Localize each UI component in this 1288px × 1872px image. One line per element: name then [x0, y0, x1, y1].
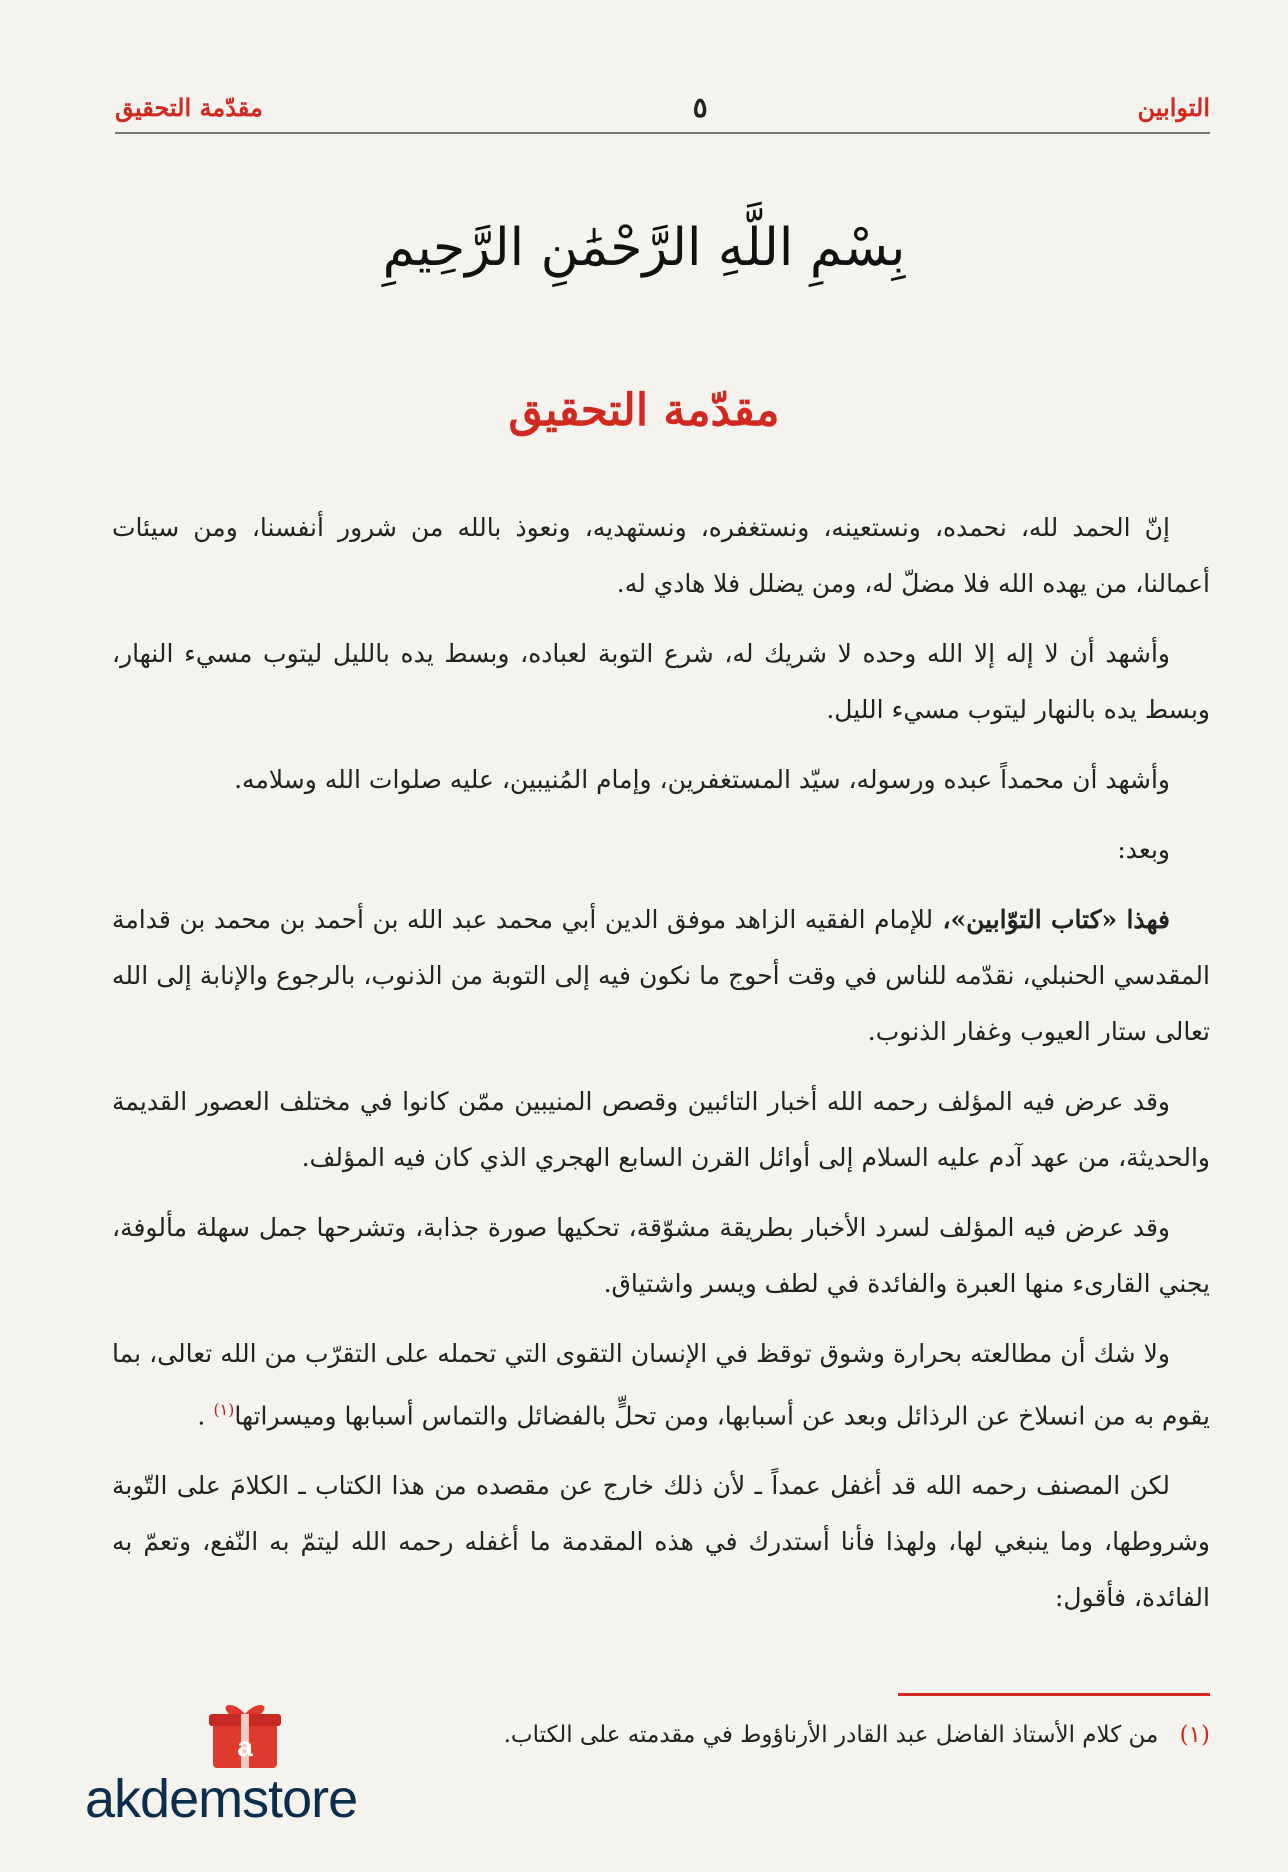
paragraph-8: ولا شك أن مطالعته بحرارة وشوق توقظ في الإنسان التقوى التي تحمله على التقرّب من الله تعالى، بما يقوم به من انسلاخ عن الرذائل وبعد عن أسبابها، ومن تحلٍّ بالفضائل والتماس أسبابها وميسراتها$^{(١)}$ . — [112, 1339, 1210, 1431]
page-title: مقدّمة التحقيق — [508, 385, 780, 436]
store-watermark — [85, 1700, 405, 1830]
footnote-number: (١) — [1179, 1722, 1210, 1748]
svg-text:a: a — [237, 1731, 253, 1762]
paragraph-6: وقد عرض فيه المؤلف رحمه الله أخبار التائبين وقصص المنيبين ممّن كانوا في مختلف العصور القديمة والحديثة، من عهد آدم عليه السلام إلى أوائل القرن السابع الهجري الذي كان فيه المؤلف. — [112, 1087, 1210, 1172]
paragraph-1: إنّ الحمد لله، نحمده، ونستعينه، ونستغفره، ونستهديه، ونعوذ بالله من شرور أنفسنا، ومن سيئات أعمالنا، من يهده الله فلا مضلّ له، ومن يضلل فلا هادي له. — [112, 513, 1210, 598]
body-text — [112, 500, 1210, 1640]
paragraph-5 — [112, 892, 1210, 1060]
paragraph-5-text: للإمام الفقيه الزاهد موفق الدين أبي محمد عبد الله بن أحمد بن محمد بن قدامة المقدسي الحنبلي، نقدّمه للناس في وقت أحوج ما نكون فيه إلى التوبة من الذنوب، بالرجوع والإنابة إلى الله تعالى ستار العيوب وغفار الذنوب. — [112, 905, 1210, 1046]
paragraph-8-text: ولا شك أن مطالعته بحرارة وشوق توقظ في الإنسان التقوى التي تحمله على التقرّب من الله تعالى، بما يقوم به من انسلاخ عن الرذائل وبعد عن أسبابها، ومن تحلٍّ بالفضائل والتماس أسبابها وميسراتها — [112, 1339, 1210, 1431]
page-number: ٥ — [692, 90, 708, 124]
footnote — [410, 1715, 1210, 1755]
paragraph-7: وقد عرض فيه المؤلف لسرد الأخبار بطريقة مشوّقة، تحكيها صورة جذابة، وتشرحها جمل سهلة مألوفة، يجني القارىء منها العبرة والفائدة في لطف ويسر واشتياق. — [112, 1213, 1210, 1298]
paragraph-9: لكن المصنف رحمه الله قد أغفل عمداً ـ لأن ذلك خارج عن مقصده من هذا الكتاب ـ الكلامَ على التّوبة وشروطها، وما ينبغي لها، ولهذا فأنا أستدرك في هذه المقدمة ما أغفله رحمه الله ليتمّ به النّفع، وتعمّ به الفائدة، فأقول: — [112, 1471, 1210, 1613]
basmala: بِسْمِ اللَّهِ الرَّحْمَٰنِ الرَّحِيمِ — [382, 218, 906, 278]
paragraph-3: وأشهد أن محمداً عبده ورسوله، سيّد المستغفرين، وإمام المُنيبين، عليه صلوات الله وسلامه. — [234, 765, 1170, 794]
running-header — [115, 82, 1210, 134]
brand-logo-text: akdemstore — [85, 1769, 358, 1829]
paragraph-4: وبعد: — [1117, 835, 1170, 864]
footnote-marker[interactable]: (١) — [213, 1400, 235, 1419]
footnote-text: من كلام الأستاذ الفاضل عبد القادر الأرناؤوط في مقدمته على الكتاب. — [503, 1722, 1159, 1748]
header-book-title: التوابين — [1137, 92, 1210, 122]
gift-box-icon — [205, 1700, 285, 1770]
header-section-title: مقدّمة التحقيق — [115, 92, 263, 122]
book-reference: فهذا «كتاب التوّابين»، — [933, 905, 1170, 934]
footnote-separator — [898, 1693, 1210, 1696]
paragraph-2: وأشهد أن لا إله إلا الله وحده لا شريك له، شرع التوبة لعباده، وبسط يده بالليل ليتوب مسيء النهار، وبسط يده بالنهار ليتوب مسيء الليل. — [112, 639, 1210, 724]
